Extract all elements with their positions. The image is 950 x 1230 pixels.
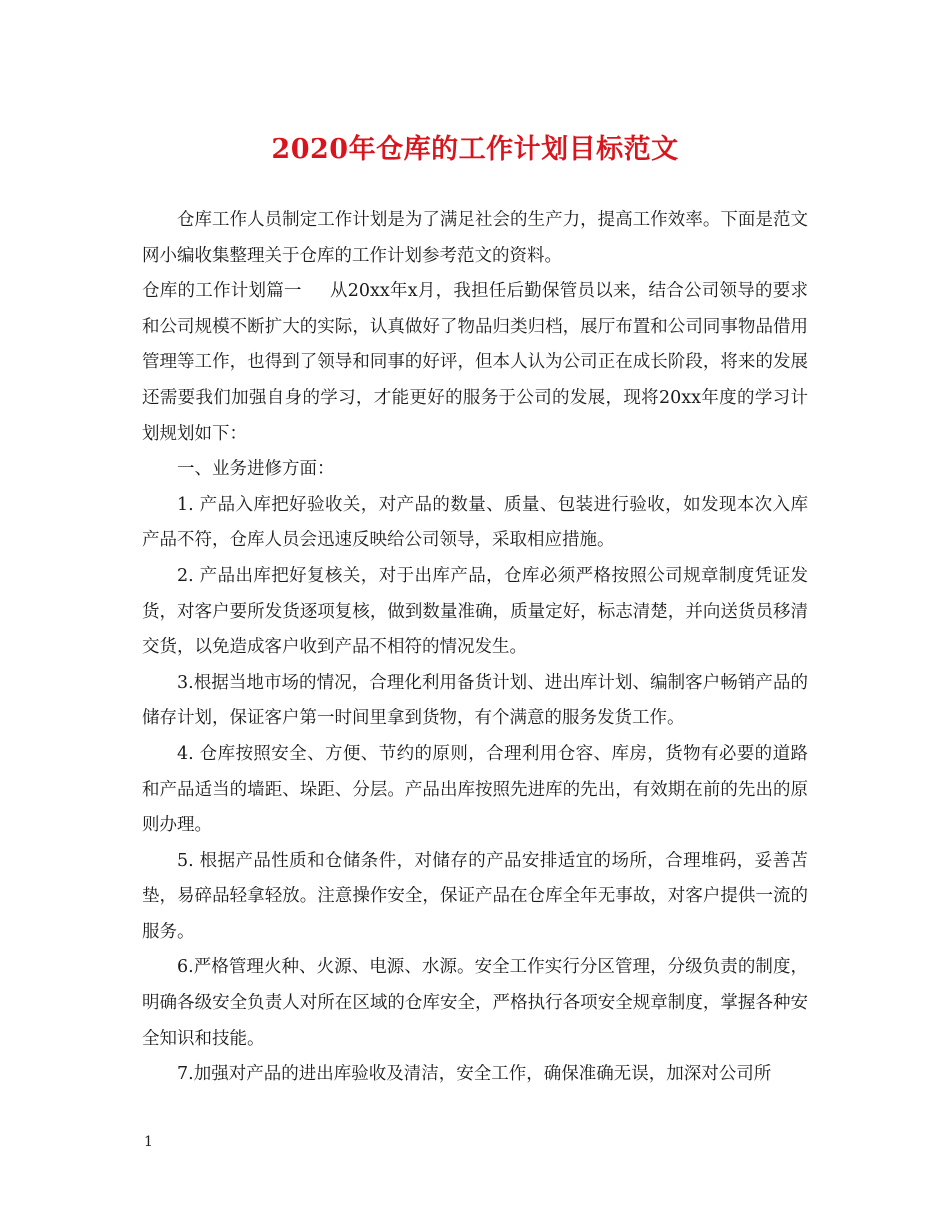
list-item: 6.严格管理火种、火源、电源、水源。安全工作实行分区管理，分级负责的制度，明确各级安全负责人对所在区域的仓库安全，严格执行各项安全规章制度，掌握各种安全知识和技能。	[142, 957, 808, 1049]
document-title: 2020年仓库的工作计划目标范文	[271, 134, 679, 165]
section-paragraph	[142, 274, 808, 452]
list-item: 5. 根据产品性质和仓储条件，对储存的产品安排适宜的场所，合理堆码，妥善苫垫，易碎品轻拿轻放。注意操作安全，保证产品在仓库全年无事故，对客户提供一流的服务。	[142, 850, 808, 942]
intro-paragraph: 仓库工作人员制定工作计划是为了满足社会的生产力，提高工作效率。下面是范文网小编收集整理关于仓库的工作计划参考范文的资料。	[142, 210, 808, 266]
list-item: 4. 仓库按照安全、方便、节约的原则，合理利用仓容、库房，货物有必要的道路和产品适当的墙距、垛距、分层。产品出库按照先进库的先出，有效期在前的先出的原则办理。	[142, 743, 808, 836]
page-number: 1	[144, 1134, 153, 1150]
section-subheading: 一、业务进修方面：	[177, 459, 335, 480]
list-item: 1. 产品入库把好验收关，对产品的数量、质量、包装进行验收，如发现本次入库产品不符，仓库人员会迅速反映给公司领导，采取相应措施。	[142, 494, 808, 551]
document-body	[142, 203, 808, 1093]
list-item: 7.加强对产品的进出库验收及清洁，安全工作，确保准确无误，加深对公司所	[177, 1064, 772, 1085]
section-body: 从20xx年x月，我担任后勤保管员以来，结合公司领导的要求和公司规模不断扩大的实际，认真做好了物品归类归档，展厅布置和公司同事物品借用管理等工作，也得到了领导和同事的好评，但本人认为公司正在成长阶段，将来的发展还需要我们加强自身的学习，才能更好的服务于公司的发展，现将20xx年度的学习计划规划如下：	[142, 281, 809, 444]
list-item: 3.根据当地市场的情况，合理化利用备货计划、进出库计划、编制客户畅销产品的储存计划，保证客户第一时间里拿到货物，有个满意的服务发货工作。	[142, 672, 808, 729]
section-heading: 仓库的工作计划篇一	[142, 281, 302, 302]
list-item: 2. 产品出库把好复核关，对于出库产品，仓库必须严格按照公司规章制度凭证发货，对客户要所发货逐项复核，做到数量准确，质量定好，标志清楚，并向送货员移清交货，以免造成客户收到产品不相符的情况发生。	[142, 565, 808, 658]
